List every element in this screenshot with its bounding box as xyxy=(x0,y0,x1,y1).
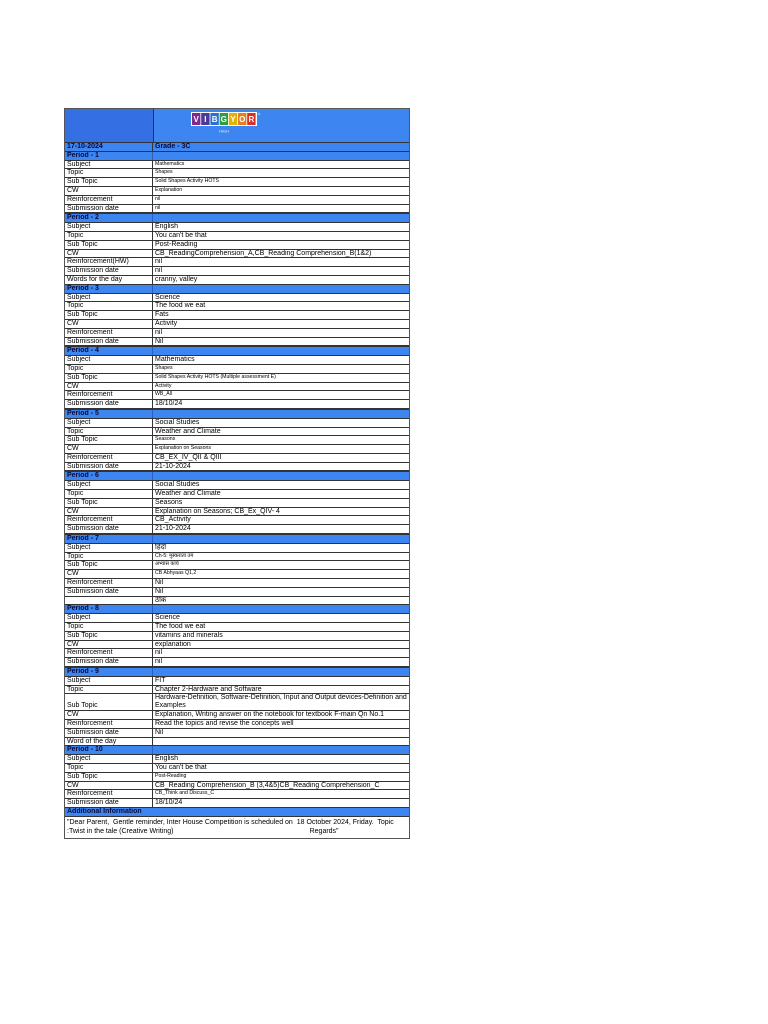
period-title: Period - 3 xyxy=(65,285,153,293)
row-value: FIT xyxy=(155,676,166,684)
row-value: Explanation xyxy=(155,186,183,193)
row-value: Solid Shapes Activity HOTS xyxy=(155,178,220,185)
row-value: Post-Reading xyxy=(155,240,198,248)
row-value: Weather and Climate xyxy=(155,490,221,498)
period-row xyxy=(65,729,409,738)
row-value: अभ्यास कार्य xyxy=(155,561,179,568)
row-label: Submission date xyxy=(65,463,153,471)
period-row xyxy=(65,356,409,365)
row-value: Explanation on Seasons; CB_Ex_QIV- 4 xyxy=(155,507,280,515)
row-label: Subject xyxy=(65,356,153,364)
logo-letter: O xyxy=(239,115,246,125)
row-label: Submission date xyxy=(65,799,153,807)
row-value: Social Studies xyxy=(155,481,200,489)
row-value: The food we eat xyxy=(155,623,206,631)
row-value xyxy=(153,738,409,746)
period-row xyxy=(65,276,409,285)
logo-subtitle: HIGH xyxy=(219,128,229,134)
row-label: CW xyxy=(65,508,153,516)
row-value: Shapes xyxy=(155,364,173,371)
period-row xyxy=(65,419,409,428)
row-label: Topic xyxy=(65,490,153,498)
period-row xyxy=(65,799,409,808)
period-row xyxy=(65,588,409,597)
period-row xyxy=(65,250,409,259)
period-row xyxy=(65,436,409,445)
row-value: WB_All xyxy=(155,391,173,398)
period-row xyxy=(65,782,409,791)
period-row xyxy=(65,790,409,799)
row-value: nil xyxy=(155,658,163,666)
row-value: CB Abhyaas Q1,2 xyxy=(155,570,197,577)
period-row xyxy=(65,196,409,205)
period-row xyxy=(65,570,409,579)
row-value: Mathematics xyxy=(155,356,195,364)
row-value: Nil xyxy=(155,337,164,345)
row-label: Sub Topic xyxy=(65,436,153,444)
period-row xyxy=(65,374,409,383)
period-header xyxy=(65,410,409,419)
row-label: Subject xyxy=(65,755,153,763)
period-row xyxy=(65,516,409,525)
period-header xyxy=(65,535,409,544)
row-label: Sub Topic xyxy=(65,178,153,186)
periods-body xyxy=(65,152,409,808)
period-row xyxy=(65,258,409,267)
row-label: Reinforcement xyxy=(65,579,153,587)
period-row xyxy=(65,365,409,374)
period-row xyxy=(65,623,409,632)
grade-cell: Grade - 3C xyxy=(155,143,191,150)
row-label: Submission date xyxy=(65,400,153,408)
row-label: Topic xyxy=(65,553,153,561)
row-value: nil xyxy=(155,267,163,275)
row-value: Nil xyxy=(155,587,164,595)
row-label: Submission date xyxy=(65,658,153,666)
period-header xyxy=(65,152,409,161)
row-label: CW xyxy=(65,711,153,719)
row-value: Activity xyxy=(155,319,178,327)
sheet-header xyxy=(65,109,409,143)
row-label: Reinforcement xyxy=(65,329,153,337)
period-row xyxy=(65,508,409,517)
period-row xyxy=(65,773,409,782)
row-value: nil xyxy=(155,649,163,657)
row-label: Topic xyxy=(65,169,153,177)
period-header-fill xyxy=(153,410,409,418)
period-header-fill xyxy=(153,605,409,613)
row-label: Reinforcement xyxy=(65,516,153,524)
row-label: Subject xyxy=(65,161,153,169)
row-value: vitamins and minerals xyxy=(155,631,223,639)
row-label: Submission date xyxy=(65,525,153,533)
period-row xyxy=(65,755,409,764)
row-value: Hardware-Definition, Software-Definition, Input and Output devices-Definition and Examples xyxy=(155,694,407,710)
period-row xyxy=(65,764,409,773)
period-row xyxy=(65,499,409,508)
row-value: Shapes xyxy=(155,169,173,176)
additional-info-header xyxy=(65,808,409,817)
logo-letter: Y xyxy=(230,115,236,125)
period-row xyxy=(65,161,409,170)
period-row xyxy=(65,338,409,347)
row-label: Subject xyxy=(65,419,153,427)
period-header xyxy=(65,668,409,677)
period-row xyxy=(65,579,409,588)
row-label: CW xyxy=(65,641,153,649)
row-label: CW xyxy=(65,570,153,578)
period-row xyxy=(65,597,409,606)
period-row xyxy=(65,694,409,711)
row-value: CB_Think and Discuss_C xyxy=(155,790,215,797)
period-row xyxy=(65,720,409,729)
row-label: Topic xyxy=(65,686,153,694)
row-label: Subject xyxy=(65,544,153,552)
row-value: The food we eat xyxy=(155,302,206,310)
period-header-fill xyxy=(153,152,409,160)
period-row xyxy=(65,658,409,667)
row-value: 18/10/24 xyxy=(155,400,183,408)
row-label: Topic xyxy=(65,428,153,436)
period-title: Period - 10 xyxy=(65,746,153,754)
period-title: Period - 8 xyxy=(65,605,153,613)
period-row xyxy=(65,320,409,329)
row-value: CB_Reading Comprehension_B (3,4&5)CB_Reading Comprehension_C xyxy=(155,781,380,789)
period-header xyxy=(65,746,409,755)
period-row xyxy=(65,400,409,409)
row-label xyxy=(65,597,153,605)
period-row xyxy=(65,490,409,499)
period-row xyxy=(65,383,409,392)
row-value: Fats xyxy=(155,311,169,319)
period-row xyxy=(65,178,409,187)
row-label: Topic xyxy=(65,302,153,310)
row-value: CB_EX_IV_QII & QIII xyxy=(155,453,222,461)
row-value: CB_ReadingComprehension_A,CB_Reading Comprehension_B(1&2) xyxy=(155,249,372,257)
row-label: Sub Topic xyxy=(65,632,153,640)
period-header-fill xyxy=(153,535,409,543)
row-label: Sub Topic xyxy=(65,694,153,710)
row-value: 18/10/24 xyxy=(155,799,183,807)
period-row xyxy=(65,649,409,658)
timetable-sheet xyxy=(64,108,410,839)
period-row xyxy=(65,553,409,562)
row-value: English xyxy=(155,223,178,231)
row-label: Subject xyxy=(65,481,153,489)
row-value: You can't be that xyxy=(155,763,207,771)
row-label: Subject xyxy=(65,223,153,231)
additional-info-title: Additional Information xyxy=(67,807,142,815)
period-row xyxy=(65,686,409,695)
period-row xyxy=(65,187,409,196)
period-row xyxy=(65,169,409,178)
row-label: Topic xyxy=(65,232,153,240)
period-title: Period - 4 xyxy=(65,347,153,355)
row-label: Sub Topic xyxy=(65,374,153,382)
period-header xyxy=(65,605,409,614)
period-row xyxy=(65,232,409,241)
row-label: Submission date xyxy=(65,267,153,275)
logo-letter: V xyxy=(193,115,199,125)
row-value: Activity xyxy=(155,382,172,389)
row-label: CW xyxy=(65,383,153,391)
row-value: Weather and Climate xyxy=(155,427,221,435)
period-row xyxy=(65,525,409,534)
row-label: Reinforcement xyxy=(65,391,153,399)
row-label: Reinforcement xyxy=(65,454,153,462)
row-value: Nil xyxy=(155,728,164,736)
row-value: You can't be that xyxy=(155,231,207,239)
row-value: Social Studies xyxy=(155,418,200,426)
period-row xyxy=(65,428,409,437)
date-grade-row xyxy=(65,143,409,152)
period-header xyxy=(65,214,409,223)
period-row xyxy=(65,311,409,320)
row-value: nil xyxy=(155,195,161,202)
period-row xyxy=(65,391,409,400)
row-label: Sub Topic xyxy=(65,499,153,507)
logo-letter: G xyxy=(220,115,227,125)
period-header-fill xyxy=(153,668,409,676)
row-label: Submission date xyxy=(65,729,153,737)
header-blank-cell xyxy=(65,109,154,142)
row-value: Science xyxy=(155,614,180,622)
period-title: Period - 9 xyxy=(65,668,153,676)
row-label: Sub Topic xyxy=(65,241,153,249)
row-label: Sub Topic xyxy=(65,773,153,781)
row-value: Read the topics and revise the concepts well xyxy=(155,720,294,727)
period-row xyxy=(65,561,409,570)
row-label: CW xyxy=(65,250,153,258)
period-title: Period - 2 xyxy=(65,214,153,222)
row-value: Post-Reading xyxy=(155,772,187,779)
row-value: Chapter 2-Hardware and Software xyxy=(155,685,262,693)
row-value: explanation xyxy=(155,640,191,648)
row-label: Reinforcement(HW) xyxy=(65,258,153,266)
row-label: Topic xyxy=(65,623,153,631)
row-label: Words for the day xyxy=(65,276,153,284)
period-header-fill xyxy=(153,214,409,222)
period-header xyxy=(65,347,409,356)
row-value: Seasons xyxy=(155,498,183,506)
period-title: Period - 1 xyxy=(65,152,153,160)
row-label: Topic xyxy=(65,764,153,772)
row-label: Submission date xyxy=(65,205,153,213)
row-label: Submission date xyxy=(65,338,153,346)
period-row xyxy=(65,738,409,747)
header-logo-cell xyxy=(154,109,409,142)
period-row xyxy=(65,267,409,276)
row-label: Word of the day xyxy=(65,738,153,746)
period-row xyxy=(65,302,409,311)
row-label: Reinforcement xyxy=(65,720,153,728)
row-value: 21-10-2024 xyxy=(155,525,191,533)
row-label: Sub Topic xyxy=(65,311,153,319)
row-value: nil xyxy=(155,328,163,336)
logo-letter: I xyxy=(204,115,207,125)
period-header-fill xyxy=(153,347,409,355)
row-value: nil xyxy=(155,258,163,266)
period-title: Period - 5 xyxy=(65,410,153,418)
row-label: CW xyxy=(65,320,153,328)
period-row xyxy=(65,445,409,454)
row-value: Solid Shapes Activity HOTS (Multiple assessment E) xyxy=(155,373,276,380)
row-label: Reinforcement xyxy=(65,196,153,204)
row-value: CB_Activity xyxy=(155,516,191,524)
additional-info-text: "Dear Parent, Gentle reminder, Inter House Competition is scheduled on 18 October 2024, Friday. Topic :Twist in the tale (Creative Writing) Regards" xyxy=(67,818,394,835)
row-label: Subject xyxy=(65,614,153,622)
row-value: Ch-5: मुस्कराता उम xyxy=(155,552,194,559)
row-value: Nil xyxy=(155,579,164,587)
period-row xyxy=(65,614,409,623)
row-value: Science xyxy=(155,293,180,301)
period-row xyxy=(65,641,409,650)
additional-info-row xyxy=(65,817,409,838)
row-value: Explanation, Writing answer on the notebook for textbook F-main Qn No.1 xyxy=(155,711,385,719)
date-cell: 17-10-2024 xyxy=(65,143,153,151)
period-row xyxy=(65,205,409,214)
row-label: CW xyxy=(65,782,153,790)
period-row xyxy=(65,223,409,232)
row-label: CW xyxy=(65,187,153,195)
period-header-fill xyxy=(153,472,409,480)
row-label: Subject xyxy=(65,677,153,685)
row-value: Explanation on Seasons xyxy=(155,445,211,452)
row-label: Submission date xyxy=(65,588,153,596)
row-value: हिंदी xyxy=(155,543,167,551)
row-label: Subject xyxy=(65,294,153,302)
period-row xyxy=(65,329,409,338)
period-row xyxy=(65,463,409,472)
row-label: Sub Topic xyxy=(65,561,153,569)
period-row xyxy=(65,632,409,641)
row-value: Seasons xyxy=(155,436,176,443)
period-row xyxy=(65,454,409,463)
row-value: nil xyxy=(155,204,161,211)
row-label: CW xyxy=(65,445,153,453)
logo-letter: B xyxy=(211,115,218,125)
row-value: cranny, valley xyxy=(155,275,198,283)
period-header-fill xyxy=(153,746,409,754)
period-row xyxy=(65,294,409,303)
period-header xyxy=(65,472,409,481)
period-row xyxy=(65,711,409,720)
row-value: ठीक xyxy=(155,596,167,604)
period-row xyxy=(65,544,409,553)
period-row xyxy=(65,481,409,490)
logo-letter: R xyxy=(248,115,255,125)
vibgyor-logo xyxy=(191,112,261,134)
row-label: Reinforcement xyxy=(65,649,153,657)
period-row xyxy=(65,677,409,686)
period-title: Period - 6 xyxy=(65,472,153,480)
period-row xyxy=(65,241,409,250)
period-header-fill xyxy=(153,285,409,293)
row-label: Reinforcement xyxy=(65,790,153,798)
row-value: Mathematics xyxy=(155,160,185,167)
row-value: English xyxy=(155,755,178,763)
row-value: 21-10-2024 xyxy=(155,462,191,470)
row-label: Topic xyxy=(65,365,153,373)
period-header xyxy=(65,285,409,294)
period-title: Period - 7 xyxy=(65,535,153,543)
